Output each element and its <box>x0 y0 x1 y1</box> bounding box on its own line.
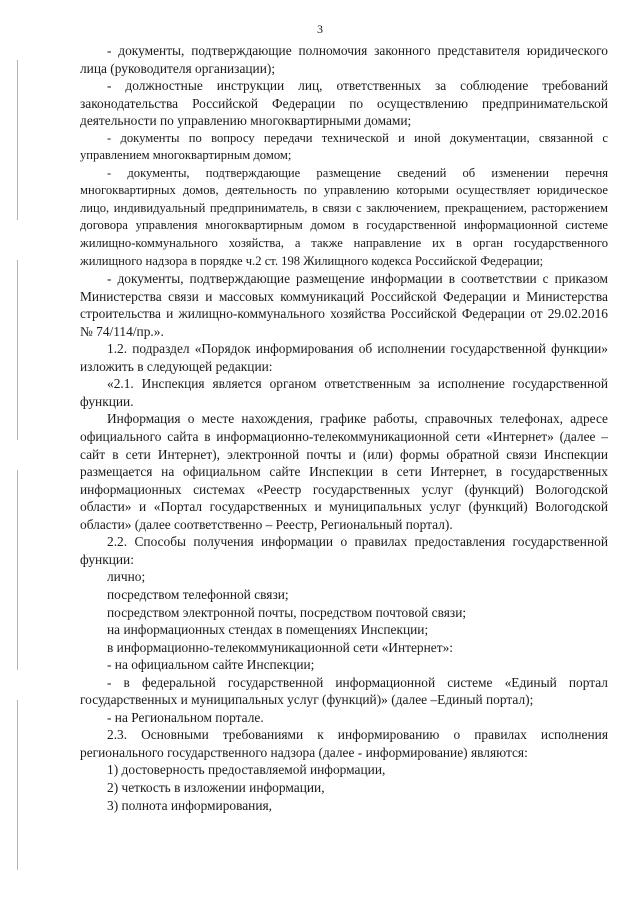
paragraph: 1.2. подраздел «Порядок информирования об исполнении государственной функции» изложить в следующей редакции: <box>80 341 608 374</box>
list-line: лично; <box>107 569 146 585</box>
paragraph: - документы, подтверждающие полномочия законного представителя юридического лица (руководителя организации); <box>80 43 608 76</box>
list-line: 2) четкость в изложении информации, <box>107 779 325 795</box>
paragraph: - документы по вопросу передачи технической и иной документации, связанной с управлением многоквартирным домом; <box>80 130 608 163</box>
list-line: - на Региональном портале. <box>107 709 264 725</box>
list-line: посредством телефонной связи; <box>107 586 289 602</box>
list-line: посредством электронной почты, посредством почтовой связи; <box>107 604 467 620</box>
paragraph: - документы, подтверждающие размещение сведений об изменении перечня многоквартирных домов, деятельность по управлению которыми осуществляет юридическое лицо, индивидуальный предприниматель, в связи с заключением, прекращением, расторжением договора управления многоквартирным домом в государственной информационной системе жилищно-коммунального хозяйства, а также направление их в орган государственного жилищного надзора в порядке ч.2 ст. 198 Жилищного кодекса Российской Федерации; <box>80 165 608 268</box>
paragraph: - в федеральной государственной информационной системе «Единый портал государственных и муниципальных услуг (функций)» (далее –Единый портал); <box>80 674 608 708</box>
document-body <box>80 42 608 814</box>
paragraph: 2.3. Основными требованиями к информированию о правилах исполнения регионального государственного надзора (далее - информирование) являются: <box>80 727 608 760</box>
scan-margin-line <box>17 700 18 870</box>
list-line: - на официальном сайте Инспекции; <box>107 657 315 673</box>
scan-margin-line <box>17 470 18 670</box>
list-line: на информационных стендах в помещениях Инспекции; <box>107 622 429 638</box>
paragraph: 2.2. Способы получения информации о правилах предоставления государственной функции: <box>80 534 608 567</box>
scan-margin-line <box>17 60 18 220</box>
page-number: 3 <box>317 22 323 36</box>
paragraph: «2.1. Инспекция является органом ответственным за исполнение государственной функции. <box>80 376 608 409</box>
scan-margin-line <box>17 260 18 440</box>
list-line: в информационно-телекоммуникационной сети «Интернет»: <box>107 639 453 655</box>
list-line: 1) достоверность предоставляемой информации, <box>107 762 386 778</box>
paragraph: - документы, подтверждающие размещение информации в соответствии с приказом Министерства связи и массовых коммуникаций Российской Федерации и Министерства строительства и жилищно-коммунального хозяйства Российской Федерации от 29.02.2016 № 74/114/пр.». <box>80 271 608 339</box>
list-line: 3) полнота информирования, <box>107 797 273 813</box>
paragraph: Информация о месте нахождения, графике работы, справочных телефонах, адресе официального сайта в информационно-телекоммуникационной сети «Интернет» (далее – сайт в сети Интернет), электронной почты и (или) формы обратной связи Инспекции размещается на официальном сайте Инспекции в сети Интернет, в государственных информационных системах «Реестр государственных услуг (функций) Вологодской области» и «Портал государственных и муниципальных услуг (функций) Вологодской области» (далее соответственно – Реестр, Региональный портал). <box>80 411 608 532</box>
paragraph: - должностные инструкции лиц, ответственных за соблюдение требований законодательства Российской Федерации по осуществлению предпринимательской деятельности по управлению многоквартирными домами; <box>80 78 608 129</box>
